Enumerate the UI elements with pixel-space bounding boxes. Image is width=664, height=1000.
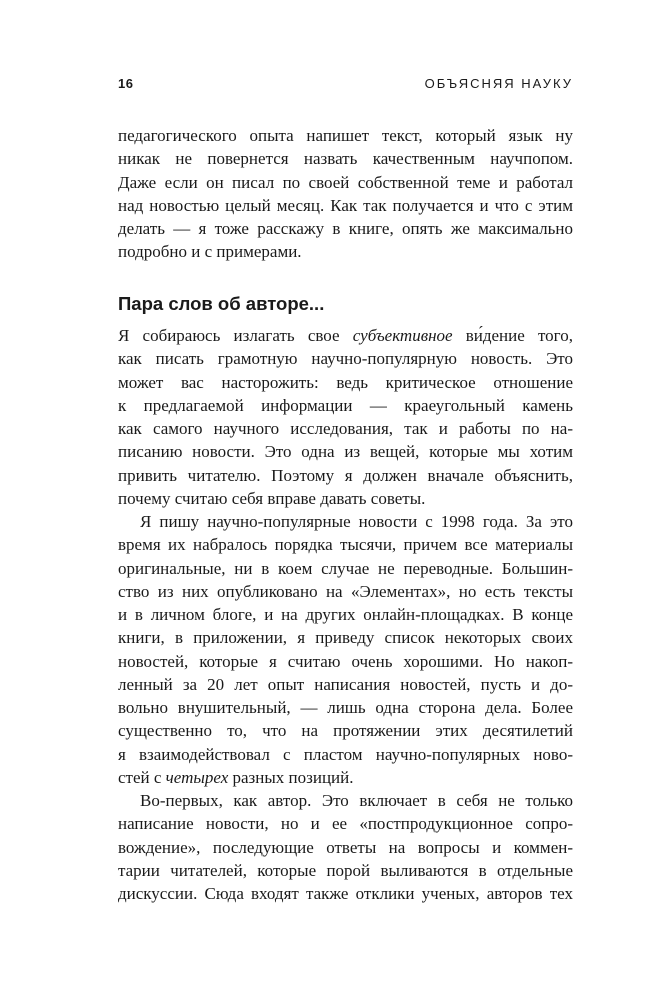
text-line: к предлагаемой информации — краеугольный камень [118,395,573,415]
text-line: вождение», последующие ответы на вопросы и коммен- [118,837,573,857]
text-line: новостей, которые я считаю очень хорошими. Но накоп- [118,651,573,671]
text-line: тарии читателей, которые порой выливаются в отдельные [118,860,573,880]
text-line: привить читателю. Поэтому я должен вначале объяснить, [118,465,573,485]
text-line: вольно внушительный, — лишь одна сторона дела. Более [118,698,573,717]
text-line: дискуссии. Сюда входят также отклики ученых, авторов тех [118,884,573,903]
text-line: как писать грамотную научно-популярную новость. Это [118,349,573,369]
text-line: как самого научного исследования, так и работы по на- [118,419,573,438]
text-line: оригинальные, ни в коем случае не переводные. Большин- [118,558,573,578]
text-line: почему считаю себя вправе давать советы. [118,488,426,508]
text-run: ви́дение того, [452,326,573,345]
text-line: существенно то, что на протяжении этих десятилетий [118,721,573,741]
paragraph-continuation [118,124,573,264]
running-title: ОБЪЯСНЯЯ НАУКУ [424,76,573,91]
text-line: педагогического опыта напишет текст, который язык ну [118,126,573,145]
text-run: Я собираюсь излагать свое [118,326,353,345]
text-line: может вас насторожить: ведь критическое отношение [118,372,573,392]
text-line: Во-первых, как автор. Это включает в себя не только [140,791,573,810]
text-line: написание новости, но и ее «постпродукционное сопро- [118,814,573,834]
text-line: писанию новости. Это одна из вещей, которые мы хотим [118,442,573,462]
text-line: книги, в приложении, я приведу список некоторых своих [118,628,573,648]
text-line: Даже если он писал по своей собственной теме и работал [118,172,573,192]
text-run: разных позиций. [228,767,354,787]
text-line: я взаимодействовал с пластом научно-популярных ново- [118,744,573,764]
text-line: и в личном блоге, и на других онлайн-площадках. В конце [118,605,573,624]
emphasis-text: субъективное [352,326,453,345]
emphasis-text: четырех [165,767,229,787]
section-body [118,324,573,905]
text-line: время их набралось порядка тысячи, причем все материалы [118,535,573,555]
text-line: Я пишу научно-популярные новости с 1998 года. За это [140,512,573,531]
text-line: никак не повернется назвать качественным научпопом. [118,149,573,169]
text-run: стей с [118,767,166,787]
text-line: ленный за 20 лет опыт написания новостей, пусть и до- [118,674,573,694]
text-line: подробно и с примерами. [118,242,302,262]
text-line: ство из них опубликовано на «Элементах», но есть тексты [118,581,573,601]
section-heading: Пара слов об авторе... [118,293,325,314]
text-line [118,324,573,347]
text-line [118,766,573,789]
text-line: над новостью целый месяц. Как так получается и что с этим [118,195,573,215]
page-number: 16 [118,76,134,91]
text-line: делать — я тоже расскажу в книге, опять же максимально [118,219,573,238]
